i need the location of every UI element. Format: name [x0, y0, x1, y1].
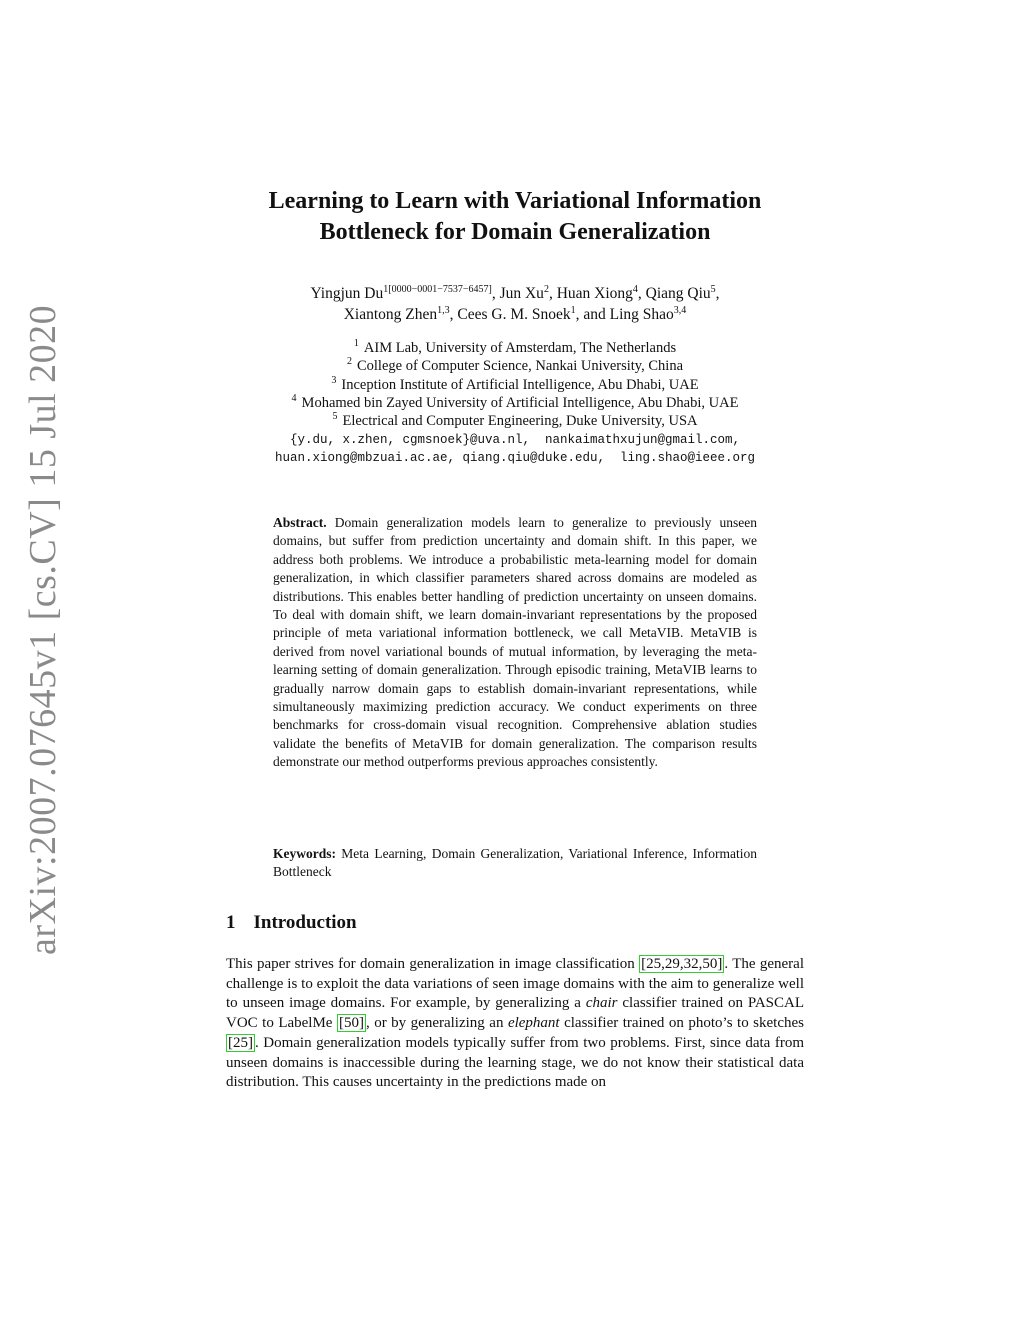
author-sup: 1,3 — [437, 304, 450, 316]
intro-text: classifier trained on PASCAL VOC to LabelMe — [226, 995, 804, 1032]
affiliation — [200, 412, 830, 430]
affiliation-number: 5 — [332, 411, 338, 423]
author-sep: , — [637, 285, 646, 302]
keywords-label: Keywords: — [273, 846, 336, 861]
author-list — [200, 283, 830, 325]
author-sep: , — [548, 285, 557, 302]
intro-paragraph — [226, 955, 804, 1093]
intro-text: , or by generalizing an — [365, 1015, 508, 1032]
keywords — [273, 845, 757, 882]
affiliation-text: Mohamed bin Zayed University of Artificial Intelligence, Abu Dhabi, UAE — [301, 394, 739, 411]
author-name: Huan Xiong — [556, 285, 633, 302]
author-sup: 3,4 — [673, 304, 687, 316]
section-heading — [226, 912, 357, 934]
section-title: Introduction — [253, 912, 357, 933]
author-sep: , and — [575, 306, 610, 323]
email-line-1: {y.du, x.zhen, cgmsnoek}@uva.nl, nankaimathxujun@gmail.com, — [289, 433, 741, 447]
abstract-text: Domain generalization models learn to generalize to previously unseen domains, but suffer from prediction uncertainty and domain shift. In this paper, we address both problems. We introduce a probabilistic meta-learning model for domain generalization, in which classifier parameters shared across domains are modeled as distributions. This enables better handling of prediction uncertainty on unseen domains. To deal with domain shift, we learn domain-invariant representations by the proposed principle of meta variational information bottleneck, we call MetaVIB. MetaVIB is derived from novel variational bounds of mutual information, by leveraging the meta-learning setting of domain generalization. Through episodic training, MetaVIB learns to gradually narrow domain gaps to establish domain-invariant representations, while simultaneously maximizing prediction accuracy. We conduct experiments on three benchmarks for cross-domain visual recognition. Comprehensive ablation studies validate the benefits of MetaVIB for domain generalization. The comparison results demonstrate our method outperforms previous approaches consistently. — [273, 515, 757, 770]
intro-text: classifier trained on photo’s to sketches — [559, 1015, 804, 1032]
author-sep: , — [491, 285, 500, 302]
author-sup: 5 — [710, 283, 716, 295]
affiliation — [200, 376, 830, 394]
arxiv-identifier: arXiv:2007.07645v1 [cs.CV] 15 Jul 2020 — [22, 304, 64, 955]
title-line-1: Learning to Learn with Variational Information — [268, 188, 762, 214]
citation-link[interactable]: [50] — [338, 1015, 364, 1032]
author-sup: 1 — [570, 304, 576, 316]
author-name: Cees G. M. Snoek — [457, 306, 571, 323]
author-name: Jun Xu — [499, 285, 544, 302]
email-line-2: huan.xiong@mbzuai.ac.ae, qiang.qiu@duke.edu, ling.shao@ieee.org — [274, 451, 756, 466]
affiliation-text: College of Computer Science, Nankai University, China — [356, 358, 684, 375]
author-line-1 — [200, 283, 830, 304]
intro-text: This paper strives for domain generalization in image classification — [226, 956, 640, 972]
author-name: Yingjun Du — [310, 285, 384, 302]
intro-emphasis: chair — [585, 995, 618, 1012]
citation-link[interactable]: [25] — [228, 1034, 253, 1051]
paper-title — [200, 186, 830, 248]
author-sup: 2 — [543, 283, 549, 295]
author-line-2 — [200, 304, 830, 325]
abstract-label: Abstract. — [273, 515, 327, 530]
abstract — [273, 514, 757, 772]
citation-link[interactable]: [25,29,32,50] — [641, 956, 723, 972]
intro-text: . The general challenge is to exploit the data variations of seen image domains with the aim to generalize well to unseen image domains. For example, by generalizing a — [226, 956, 804, 1012]
keywords-text: Meta Learning, Domain Generalization, Variational Inference, Information Bottleneck — [273, 846, 757, 880]
affiliation — [200, 357, 830, 375]
affiliation-number: 2 — [346, 356, 352, 368]
affiliation-list — [200, 339, 830, 430]
affiliation-text: AIM Lab, University of Amsterdam, The Netherlands — [363, 340, 677, 356]
affiliation-text: Inception Institute of Artificial Intelligence, Abu Dhabi, UAE — [341, 376, 699, 393]
affiliation-number: 4 — [291, 393, 297, 405]
author-name: Qiang Qiu — [645, 285, 711, 302]
affiliation — [200, 394, 830, 412]
affiliation-number: 1 — [353, 338, 359, 350]
author-sup: 4 — [632, 283, 638, 295]
section-number: 1 — [226, 912, 236, 933]
intro-text: . Domain generalization models typically suffer from two problems. First, since data from unseen domains is inaccessible during the learning stage, we do not know their statistical data distribution. This causes uncertainty in the predictions made on — [226, 1034, 804, 1091]
author-sup: 1[0000−0001−7537−6457] — [383, 283, 492, 295]
author-name: Ling Shao — [609, 306, 674, 323]
affiliation-text: Electrical and Computer Engineering, Duke University, USA — [342, 413, 698, 430]
author-sep: , — [715, 285, 720, 302]
affiliation — [200, 339, 830, 357]
title-line-2: Bottleneck for Domain Generalization — [319, 219, 711, 245]
intro-emphasis: elephant — [507, 1015, 560, 1032]
author-sep: , — [449, 306, 458, 323]
author-name: Xiantong Zhen — [343, 306, 438, 323]
affiliation-number: 3 — [331, 374, 337, 386]
email-list — [200, 431, 830, 468]
